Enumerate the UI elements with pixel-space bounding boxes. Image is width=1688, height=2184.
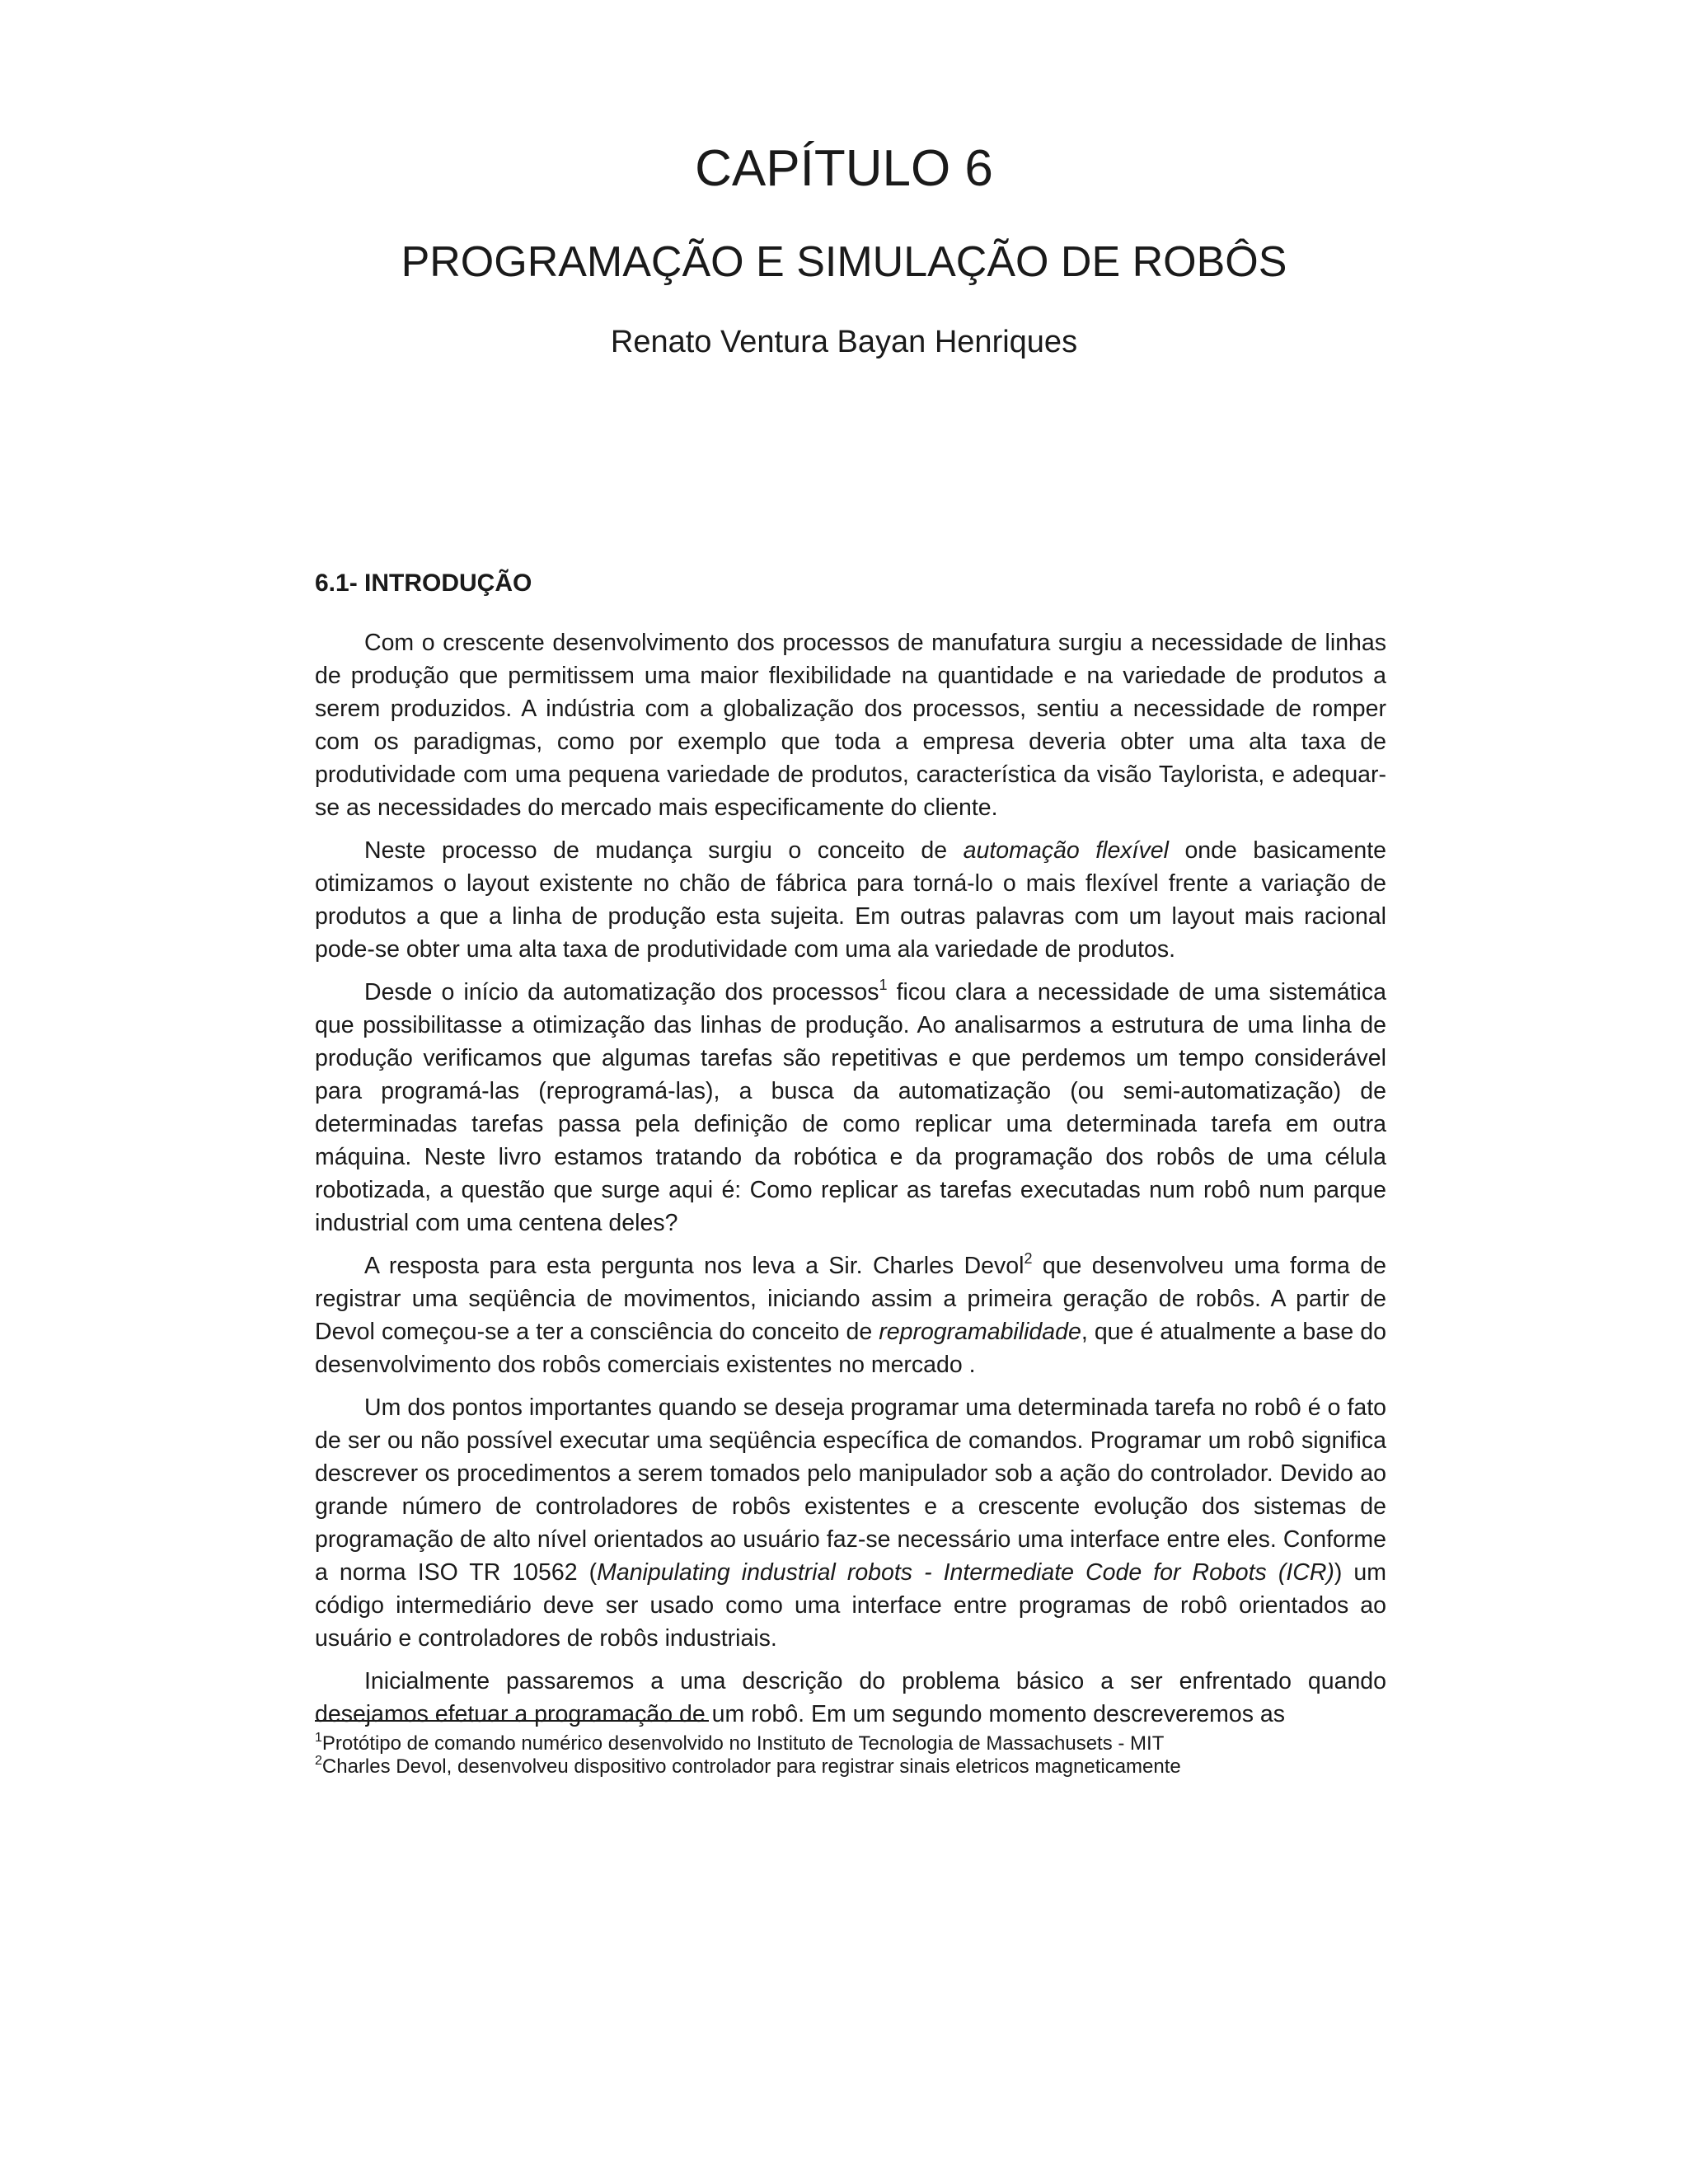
footnote-2-text: Charles Devol, desenvolveu dispositivo controlador para registrar sinais eletricos magneticamente [321, 1755, 1181, 1778]
paragraph-1 [315, 626, 1386, 824]
footnote-ref-1: 1 [879, 977, 888, 993]
paragraph-3 [315, 976, 1386, 1240]
paragraph-4 [315, 1249, 1386, 1381]
paragraph-5-text-a: Um dos pontos importantes quando se deseja programar uma determinada tarefa no robô é o fato de ser ou não possível executar uma seqüência específica de comandos. Programar um robô significa descrever os procedimentos a serem tomados pelo manipulador sob a ação do controlador. Devido ao grande número de controladores de robôs existentes e a crescente evolução dos sistemas de programação de alto nível orientados ao usuário faz-se necessário uma interface entre eles. Conforme a norma ISO TR 10562 ( [315, 1394, 1386, 1586]
paragraph-3-text-a: Desde o início da automatização dos processos [364, 979, 879, 1005]
paragraph-2 [315, 834, 1386, 966]
paragraph-4-text-b: que desenvolveu uma forma de registrar uma seqüência de movimentos, iniciando assim a primeira geração de robôs. A partir de Devol começou-se a ter a consciência do conceito de [315, 1253, 1386, 1345]
footnote-2-number: 2 [315, 1754, 322, 1768]
footnote-ref-2: 2 [1024, 1250, 1033, 1267]
paragraph-5-emphasis: Manipulating industrial robots - Intermediate Code for Robots (ICR) [597, 1559, 1334, 1586]
footnote-1-number: 1 [315, 1731, 322, 1745]
section-heading: 6.1- INTRODUÇÃO [315, 569, 532, 597]
footnote-1-text: Protótipo de comando numérico desenvolvido no Instituto de Tecnologia de Massachusets - MIT [321, 1732, 1165, 1755]
footnotes [315, 1732, 1386, 1779]
paragraph-2-text-b: onde basicamente otimizamos o layout existente no chão de fábrica para torná-lo o mais flexível frente a variação de produtos a que a linha de produção esta sujeita. Em outras palavras com um layout mais racional pode-se obter uma alta taxa de produtividade com uma ala variedade de produtos. [315, 837, 1386, 963]
paragraph-4-emphasis: reprogramabilidade [879, 1319, 1081, 1345]
paragraph-5 [315, 1391, 1386, 1655]
paragraph-2-emphasis: automação flexível [963, 837, 1169, 864]
paragraph-4-text-c: , que é atualmente a base do desenvolvimento dos robôs comerciais existentes no mercado . [315, 1319, 1386, 1378]
footnote-2 [315, 1755, 1386, 1779]
paragraph-5-text-b: ) um código intermediário deve ser usado como uma interface entre programas de robô orientados ao usuário e controladores de robôs industriais. [315, 1559, 1387, 1652]
paragraph-6-text: Inicialmente passaremos a uma descrição do problema básico a ser enfrentado quando desejamos efetuar a programação de um robô. Em um segundo momento descreveremos as [315, 1668, 1386, 1727]
footnote-1 [315, 1732, 1386, 1755]
body-text [315, 567, 1386, 1741]
author-name: Renato Ventura Bayan Henriques [610, 325, 1078, 359]
chapter-number: CAPÍTULO 6 [695, 140, 993, 197]
paragraph-4-text-a: A resposta para esta pergunta nos leva a Sir. Charles Devol [364, 1253, 1025, 1279]
footnote-divider [315, 1720, 709, 1722]
chapter-title: PROGRAMAÇÃO E SIMULAÇÃO DE ROBÔS [401, 238, 1287, 286]
paragraph-1-text: Com o crescente desenvolvimento dos processos de manufatura surgiu a necessidade de linhas de produção que permitissem uma maior flexibilidade na quantidade e na variedade de produtos a serem produzidos. A indústria com a globalização dos processos, sentiu a necessidade de romper com os paradigmas, como por exemplo que toda a empresa deveria obter uma alta taxa de produtividade com uma pequena variedade de produtos, característica da visão Taylorista, e adequar-se as necessidades do mercado mais especificamente do cliente. [315, 630, 1386, 821]
paragraph-2-text-a: Neste processo de mudança surgiu o conceito de [364, 837, 964, 864]
paragraph-3-text-b: ficou clara a necessidade de uma sistemática que possibilitasse a otimização das linhas de produção. Ao analisarmos a estrutura de uma linha de produção verificamos que algumas tarefas são repetitivas e que perdemos um tempo considerável para programá-las (reprogramá-las), a busca da automatização (ou semi-automatização) de determinadas tarefas passa pela definição de como replicar uma determinada tarefa em outra máquina. Neste livro estamos tratando da robótica e da programação dos robôs de uma célula robotizada, a questão que surge aqui é: Como replicar as tarefas executadas num robô num parque industrial com uma centena deles? [315, 979, 1386, 1236]
